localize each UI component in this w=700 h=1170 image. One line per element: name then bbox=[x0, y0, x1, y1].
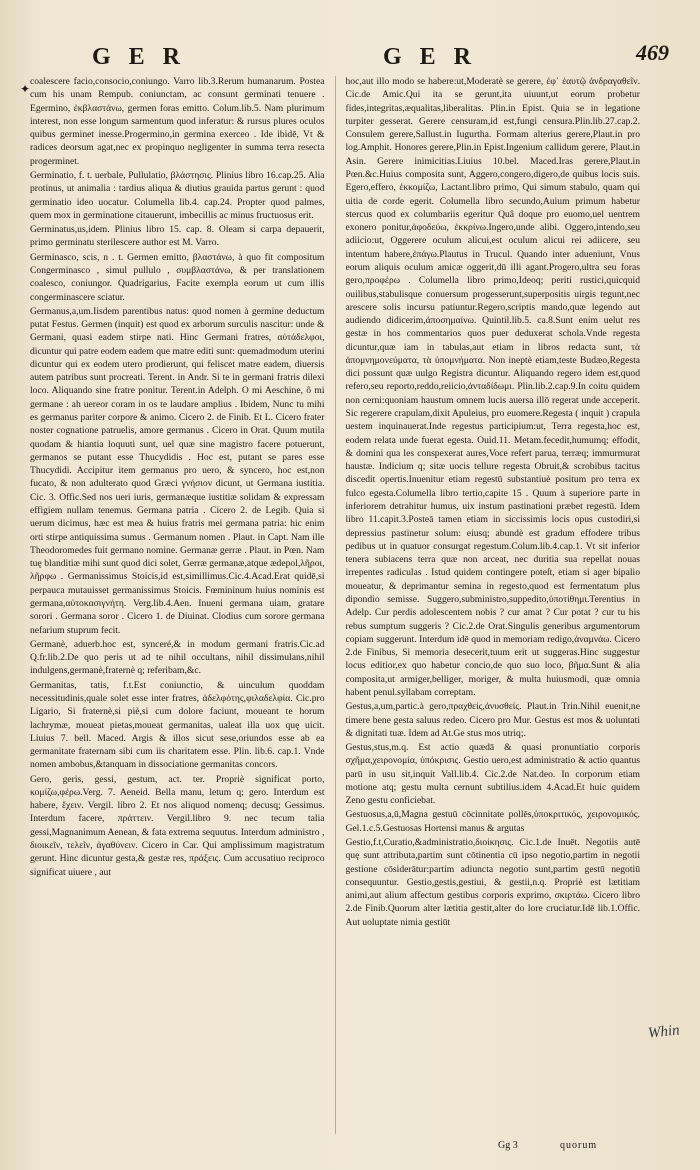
column-divider bbox=[335, 76, 336, 1134]
running-head-right: G E R bbox=[383, 44, 478, 70]
entry-paragraph: Germanitas, tatis, f.t.Est coniunctio, & uinculum quoddam necessitudinis,quale solet esse inter fratres, ἀδελφότης,φιλαδελφία. Cic.pro Ligario, Si fraternè,si piè,si cum dolore faciunt, moueant te horum lachrymæ, moueat pietas,moueat germanitas, ualeat illa uox quę uicit. Liuius 7. bell. Maced. Argis & illos sicut sese,oriundos esse ab ea germanitate fraternam sibi cum iis charitatem esse. Plin. lib.6. cap.1. Vnde nomen ambobus,&tanquam in dissociatione germanitas concors. bbox=[30, 679, 325, 771]
signature-number: 3 bbox=[512, 1140, 518, 1151]
entry-paragraph: hoc,aut illo modo se habere:ut,Moderatè se gerere, ἐφ᾽ ἑαυτῷ ἀνδραγαθεῖν. Cic.de Amic.Qui ita se gerunt,ita uiuunt,ut eorum probetur fides,integritas,æqualitas,liberalitas. Plin.in Epist. Quia se in legatione turpiter gesserat. Gerere censuram,id est,fungi censura.Plin.lib.27.cap.2. Consulem gerere,Sallust.in Iugurtha. Formam alterius gerere,Plaut.in pro log.Amphit. Honores gerere,Plin.in Epist.Ingenium callidum gerere, Plaut.in Asin. Gerere inimicitias.Liuius 10.bel. Maced.Iras gerere,Plaut.in Pœn.&c.Huius composita sunt, Aggero,congero,digero,de quibus locis suis. Egero,effero, ἐκκομίζω, Lactant.libro primo, Qui simum stabulo, quam qui uitia de corde egerit. Columella libro secundo,Auium primum habetur stercus quod ex columbariis egeritur Quâ doque pro euomo,uel uentrem exonero ponitur,ἀφοδεύω, ἐκκρίνω.Ingero,unde alibi. Oggero,intendo,seu adiicio:ut, Oggerere oculum alicui,est oculum alicui rei adiicere, seu intentum habere,ἐπάγω.Plautus in Trucul. Quando inter adueniunt, Vnus eorum aliquis oculum amicæ oggerit,dū illi agant.Progero,ultra seu foras gero,προφέρω . Columella libro primo,Ideoq; periti rustici,quicquid ouilibus,stabulisque conuersum progesserunt,superpositis uirgis tegunt,nec arescere solis incursu patiuntur.Regero,scriptis mando,quæ legendo aut audiendo didicerim,ἀποσημαίνω. Quintil.lib.5. ca.8.Sunt enim uelut res gestæ in hos commentarios quos puer deduxerat schola.Vnde regesta dicuntur,quæ iam in tabulas,aut etiam in libros redacta sunt, τὰ ἀπομνημονεύματα, τὰ ὑπομνήματα. Non ineptè etiam,teste Budæo,Regesta dici possunt quæ uulgo Registra dicuntur. Aliquando regero idem est,quod refero,seu reporto,reddo,reiicio,ἀνταδίδωμι. Plin.lib.2.cap.9.In coitu quidem non cerni:quoniam haustum omnem lucis auersa illō regerat unde acceperit. Sic regerere crapulam,dixit Apuleius, pro euomere.Regesta ( inquit ) crapula uestem inquinauerat.Inde regestus participium:ut, Terra regesta,hoc est, eodem relata unde fuerat egesta. Ouid.11. Metam.fecedit,humumq; effodit, & domini qua les conspexerat aures,Voce refert parua, terræq; immurmurat haustæ. Indicium q; sitæ uocis tellure regesta Obruit,& scrobibus tacitus discedit opertis.Inuenitur etiam regestū substantiuè positum pro terra ex fulco egesta.Columella libro tertio,capite 15 . Quum à superiore parte in inferiorem detrahitur humus, uix instum pastinationi præbet regestū. Idem libro 11.capit.3.Posteā tamen etiam in siccissimis locis opus custodiri,si depressius pastinetur solum: eiusq; abundè est gradum effodere tribus pedibus ut in quatuor consurgat regestum.Colum.lib.4.cap.1. Vt sit inferior tenera subiacens terra quæ non arceat, nec duritia sua repellat nouas irrepentes radiculas . Istud quidem contingere poteſt, etiam si ager bipalio moueatur, & deprimantur semina in regesto,quod est fermentatum plus dipondio semisse. Suggero,subministro,suppedito,ὑποτίθημι.Terentius in Adelp. Cur perdis adolescentem nobis ? cur amat ? Cur potat ? cur tu his rebus sumptum suggeris ? Cic.2.de Orat.Singulis generibus argumentorum copiam suggerunt. Interdum idē quod in memoriam redigo,ἀναμνάω. Cicero 2.de Finibus, Si memoria desecerit,tuum erit ut suggeras.Hinc suggestur locus editior,ex quo habetur concio,de quo suo loco, βῆμα.Sunt & alia composita,ut armiger,belliger, moriger, & multa huiusmodi, quæ omnia habent penul.syllabam correptam. bbox=[345, 76, 640, 698]
handwritten-margin-note: Whin bbox=[647, 1022, 681, 1042]
entry-paragraph: Germinatus,us,idem. Plinius libro 15. cap. 8. Oleam si carpa depauerit, primo germinatu sterilescere author est M. Varro. bbox=[30, 224, 325, 249]
entry-paragraph: Gestus,stus,m.q. Est actio quædā & quasi pronuntiatio corporis σχῆμα,χειρονομία, ὑπόκρισις. Gestio uero,est administratio & actio quantus parū in usu sit,inquit Vall.lib.4. Cic.2.de Nat.deo. In corporum etiam motione atq; gestu multa cernunt subtilius.idem 4.Acad.Et huic quidem Zeno gestu conficiebat. bbox=[345, 742, 640, 807]
running-head-left: G E R bbox=[92, 44, 187, 70]
signature-letters: Gg bbox=[498, 1140, 511, 1151]
fleuron-icon: ✦ bbox=[20, 82, 31, 96]
entry-paragraph: Gestus,a,um,partic.à gero,πραχθείς,ἀνυσθείς. Plaut.in Trin.Nihil euenit,ne timere bene gesta saluus redeo. Cicero pro Mur. Gestus est mos & uoluntati & dignitati tuæ. Idem ad At.Ge stus mos utriq;. bbox=[345, 701, 640, 739]
left-column bbox=[30, 74, 325, 1134]
entry-paragraph: Germinasco, scis, n . t. Germen emitto, βλαστάνω, à quo fit compositum Congerminasco , simul pullulo , συμβλαστάνω, & per translationem coalesco, coniungor. Quadrigarius, Facite exempla eorum ut cum illis congerminascere sciatur. bbox=[30, 251, 325, 303]
entry-paragraph: coalescere facio,consocio,coniungo. Varro lib.3.Rerum humanarum. Postea cum his unam Rempub. coniunctam, ac consunt germinati tenuere . Egermino, ἐκβλαστάνω, germen foras emitto. Colum.lib.5. Nam plurimum interest, non esse longum sarmentum quod inferatur: & rursus plures oculos quibus germinet inesse.Progermino,in germina exerceo . Ide ibidē, Vt & radices deorsum agat,nec ex propinquo negligenter in summa terra resecta progerminet. bbox=[30, 76, 325, 167]
signature-mark bbox=[498, 1140, 518, 1151]
catchword: quorum bbox=[560, 1140, 598, 1151]
entry-paragraph: Gestio,f.t,Curatio,&administratio,διοίκησις. Cic.1.de Inuēt. Negotiis autē quę sunt attributa,partim sunt cōtinentia cū ipso negotio,partim in negotii gestione cōsiderātur:partim adiuncta negotio sunt,partim gestū negotiū consequuntur. Gestio,gestis,gestiui, & gestii,n.q. Propriè est lætitiam animi,aut alium affectum gestibus corporis exprimo, σκιρτάω. Cicero libro 2.de Finib.Quorum alter lætitia gestit,alter do lore cruciatur.Idē lib.1.Offic. Aut uoluptate nimia gestiūt bbox=[345, 837, 640, 928]
two-column-text bbox=[30, 74, 640, 1134]
right-column bbox=[346, 74, 641, 1134]
entry-paragraph: Germanè, aduerb.hoc est, synceré,& in modum germani fratris.Cic.ad Q.fr.lib.2.De quo peris ut ad te nihil occultans, nihil dissimulans,nihil indulgens,germanè,fraternè q; referibam,&c. bbox=[30, 638, 325, 677]
entry-paragraph: Gero, geris, gessi, gestum, act. ter. Propriè significat porto, κομίζω,φέρω.Verg. 7. Aeneid. Bella manu, letum q; gero. Interdum est habere, ἔχειν. Vergil. libro 2. Et nos aliquod nomenq; decusq; Gessimus. Interdum facere, πράττειν. Vergil.libro 9. nec tecum talia gessi,Magnanimum Aenean, & fata extrema sequutus. Interdum administro , διοικεῖν, τελεῖν, ἀγαθύνειν. Cicero in Car. Qui amplissimum magistratum gerunt. Hinc dicuntur gesta,& gestæ res, πράξεις. Cum accusatiuo reciproco significat uiuere , aut bbox=[30, 773, 325, 878]
entry-paragraph: Gestuosus,a,ū,Magna gestuū cōcinnitate pollēs,ὑποκριτικός, χειρονομικός. Gel.1.c.5.Gestuosas Hortensi manus & argutas bbox=[345, 809, 640, 834]
entry-paragraph: Germinatio, f. t. uerbale, Pullulatio, βλάστησις. Plinius libro 16.cap.25. Alia protinus, ut animalia : tardius aliqua & diutius grauida partus gerunt : quod germinatio ideo uocatur. Columella lib.4. cap.24. Propter quod palmes, quem mox in germinatione citauerunt, imbecillis ac minus fructuosus erit. bbox=[30, 169, 325, 221]
entry-paragraph: Germanus,a,um.Iisdem parentibus natus: quod nomen à germine deductum putat Festus. Germen (inquit) est quod ex arborum surculis nascitur: unde & Germani, quasi eadem stirpe nati. Hinc Germani fratres, αὐτάδελφοι, dicuntur qui patre eodem eadem que matre editi sunt: quemadmodum uterini dicuntur qui ex eodem utero prodierunt, qui feliscet matre eadem, diuersis autem patribus sunt procreati. Terent. in Andr. Si te in germani fratris dilexi loco. Aliquando sine fratre ponitur. Terent.in Adelph. O mi Aeschine, ô mi germane : ah uereor coram in os te laudare amplius . Ibidem, Nunc tu mihi es germanus pariter corpore & animo. Cicero 2. de Finib. Et L. Cicero frater noster cognatione patruelis, amore germanus . Cicero in Orat. Quum mutila quodam & hiantia loquuti sunt, uel quæ sine magistro facere potuerunt, germanos se putant esse Thucydidis . Hoc est, putant se pares esse Thucydidi. Accipitur item germanus pro uero, & syncero, hoc est,non fucato, & non adulterato quod Græci γνήσιον dicunt, ut Germana iustitia. Cic. 3. Offic.Sed nos ueri iuris, germanæque iustitiæ solidam & expressam effigiem nullam tenemus. Germana patria . Cicero 2. de Legib. Quia si uerum dicimus, hæc est mea & huius fratris mei germana patria: hic enim orti stirpe antiquissima sumus . Germanum nomen . Plaut. in Capt. Nam ille Theodoromedes fuit germano nomine. Germanæ gerræ . Plaut. in Pœn. Nam tuę blanditiæ mihi sunt quod dici solet, Gerræ germanæ,atque ædepol,λῆροι, λῆρφω . Germanissimus Stoicis,id est,simillimus.Cic.4.Acad.Erat quidē,si perpauca mutauisset germanissimus Stoicis. Fœmininum huius nominis est germana,αὐτοκασιγνήτη. Verg.lib.4.Aen. Inueni germana uiam, gratare sorori . Germana soror . Cicero 1. de Diuinat. Clodius cum sorore germana nefarium stuprum fecit. bbox=[30, 305, 325, 636]
page-number: 469 bbox=[636, 40, 669, 65]
